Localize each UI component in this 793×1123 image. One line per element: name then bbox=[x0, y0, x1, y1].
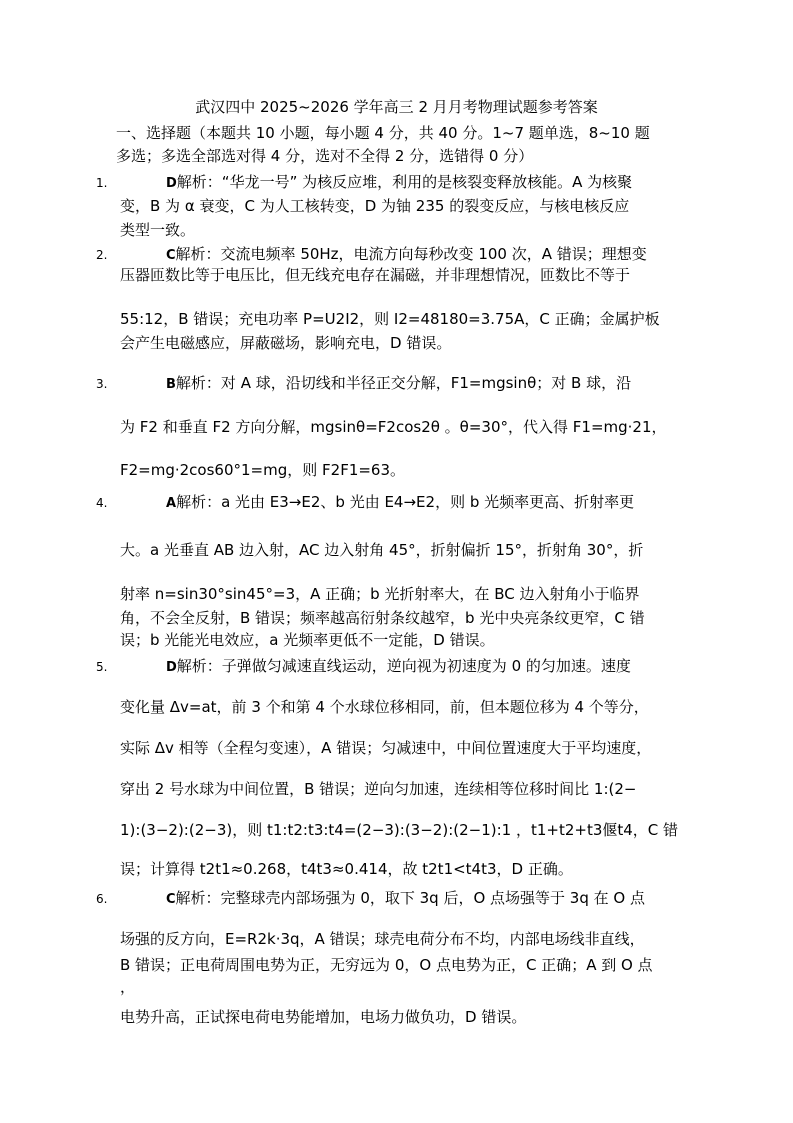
explanation-text: 变，B 为 α 衰变，C 为人工核转变，D 为铀 235 的裂变反应，与核电核反应 bbox=[120, 197, 630, 215]
explanation-text: ， bbox=[120, 978, 136, 996]
explanation-text: 电势升高，正试探电荷电势能增加，电场力做负功，D 错误。 bbox=[120, 1008, 527, 1026]
explanation-text: 压器匝数比等于电压比，但无线充电存在漏磁，并非理想情况，匝数比不等于 bbox=[120, 266, 631, 284]
explanation-text: 大。a 光垂直 AB 边入射，AC 边入射角 45°，折射偏折 15°，折射角 30°，折 bbox=[120, 541, 644, 559]
explanation-line bbox=[120, 333, 710, 353]
answer-key: A bbox=[166, 496, 177, 511]
explanation-text: 解析：对 A 球，沿切线和半径正交分解，F1=mgsinθ；对 B 球，沿 bbox=[175, 374, 632, 392]
explanation-line bbox=[120, 608, 710, 628]
explanation-line bbox=[120, 584, 710, 604]
explanation-text: 解析：“华龙一号” 为核反应堆，利用的是核裂变释放核能。A 为核聚 bbox=[176, 173, 633, 191]
question-number: 6. bbox=[96, 892, 108, 906]
answer-key: C bbox=[166, 248, 176, 263]
section-heading-line-1: 一、选择题（本题共 10 小题，每小题 4 分，共 40 分。1~7 题单选，8~10 题 bbox=[116, 124, 650, 142]
question-number: 3. bbox=[96, 377, 108, 391]
explanation-text: 类型一致。 bbox=[120, 221, 196, 239]
explanation-line bbox=[166, 373, 686, 395]
section-heading-line-2: 多选；多选全部选对得 4 分，选对不全得 2 分，选错得 0 分） bbox=[116, 147, 534, 165]
question-number: 4. bbox=[96, 496, 108, 510]
explanation-text: 为 F2 和垂直 F2 方向分解，mgsinθ=F2cos2θ 。θ=30°，代入得 F1=mg·21， bbox=[120, 418, 667, 436]
explanation-line bbox=[120, 697, 710, 717]
explanation-line bbox=[120, 220, 710, 240]
question-number: 2. bbox=[96, 248, 108, 262]
explanation-line bbox=[120, 1007, 710, 1027]
explanation-text: F2=mg·2cos60°1=mg，则 F2F1=63。 bbox=[120, 461, 406, 479]
section-heading bbox=[116, 122, 705, 168]
answer-key: B bbox=[166, 377, 176, 392]
explanation-line bbox=[120, 779, 710, 799]
explanation-text: 误；计算得 t2t1≈0.268，t4t3≈0.414，故 t2t1<t4t3，D 正确。 bbox=[120, 860, 573, 878]
explanation-line bbox=[120, 820, 710, 840]
explanation-line bbox=[120, 265, 710, 285]
question-number: 1. bbox=[96, 176, 108, 190]
answer-key: D bbox=[166, 176, 177, 191]
explanation-text: B 错误；正电荷周围电势为正，无穷远为 0，O 点电势为正，C 正确；A 到 O 点 bbox=[120, 956, 653, 974]
answer-key: D bbox=[166, 660, 177, 675]
explanation-line bbox=[166, 172, 686, 194]
explanation-line bbox=[120, 460, 710, 480]
explanation-text: 场强的反方向，E=R2k·3q，A 错误；球壳电荷分布不均，内部电场线非直线， bbox=[120, 930, 645, 948]
explanation-text: 穿出 2 号水球为中间位置，B 错误；逆向匀加速，连续相等位移时间比 1:(2− bbox=[120, 780, 637, 798]
question-number: 5. bbox=[96, 660, 108, 674]
explanation-line bbox=[166, 492, 686, 514]
explanation-line bbox=[120, 196, 710, 216]
explanation-text: 解析：交流电频率 50Hz，电流方向每秒改变 100 次，A 错误；理想变 bbox=[175, 245, 647, 263]
explanation-text: 实际 Δv 相等（全程匀变速），A 错误；匀减速中，中间位置速度大于平均速度， bbox=[120, 739, 652, 757]
explanation-line bbox=[120, 859, 710, 879]
explanation-line bbox=[166, 244, 686, 266]
explanation-line bbox=[120, 417, 710, 437]
explanation-text: 误；b 光能光电效应，a 光频率更低不一定能，D 错误。 bbox=[120, 631, 495, 649]
explanation-text: 射率 n=sin30°sin45°=3，A 正确；b 光折射率大，在 BC 边入射角小于临界 bbox=[120, 585, 640, 603]
explanation-line bbox=[120, 977, 710, 997]
explanation-line bbox=[120, 540, 710, 560]
explanation-line bbox=[166, 656, 686, 678]
explanation-line bbox=[120, 309, 710, 329]
document-title: 武汉四中 2025~2026 学年高三 2 月月考物理试题参考答案 bbox=[195, 98, 598, 116]
explanation-text: 角，不会全反射，B 错误；频率越高衍射条纹越窄，b 光中央亮条纹更窄，C 错 bbox=[120, 609, 645, 627]
explanation-text: 1):(3−2):(2−3)，则 t1:t2:t3:t4=(2−3):(3−2):(2−1):1 ，t1+t2+t3偃t4，C 错 bbox=[120, 821, 679, 839]
explanation-line bbox=[166, 888, 686, 910]
answer-key: C bbox=[166, 892, 176, 907]
explanation-text: 变化量 Δv=at，前 3 个和第 4 个水球位移相同，前，但本题位移为 4 个等分， bbox=[120, 698, 649, 716]
explanation-line bbox=[120, 738, 710, 758]
explanation-text: 解析：完整球壳内部场强为 0，取下 3q 后，O 点场强等于 3q 在 O 点 bbox=[175, 889, 645, 907]
explanation-line bbox=[120, 955, 710, 975]
explanation-text: 解析：a 光由 E3→E2、b 光由 E4→E2，则 b 光频率更高、折射率更 bbox=[176, 493, 635, 511]
explanation-text: 解析：子弹做匀减速直线运动，逆向视为初速度为 0 的匀加速。速度 bbox=[176, 657, 631, 675]
explanation-line bbox=[120, 929, 710, 949]
explanation-text: 55:12，B 错误；充电功率 P=U2I2，则 I2=48180=3.75A，C 正确；金属护板 bbox=[120, 310, 660, 328]
explanation-text: 会产生电磁感应，屏蔽磁场，影响充电，D 错误。 bbox=[120, 334, 452, 352]
explanation-line bbox=[120, 630, 710, 650]
